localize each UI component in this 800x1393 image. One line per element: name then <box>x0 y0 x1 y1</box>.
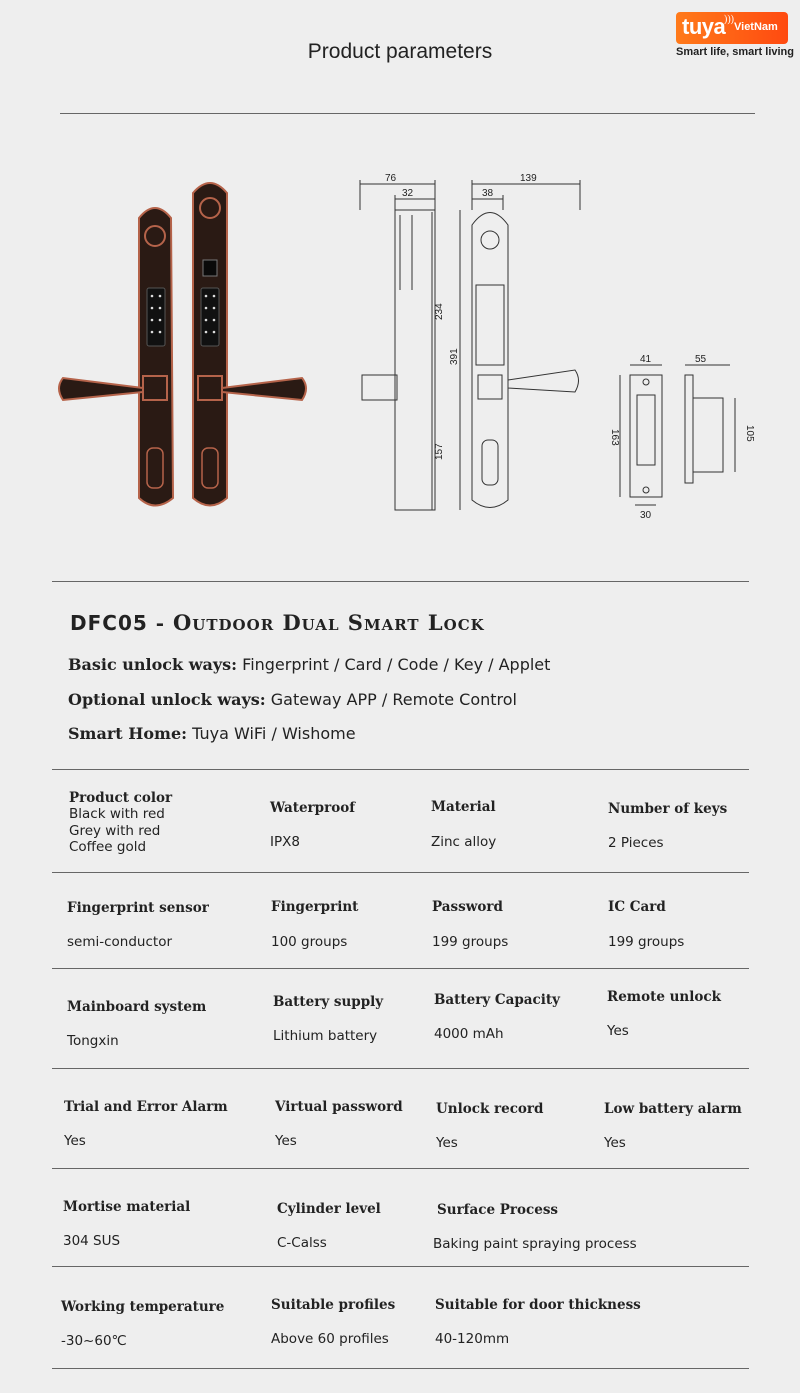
spec-value-mortise: 304 SUS <box>63 1233 121 1249</box>
spec-value-waterproof: IPX8 <box>270 834 300 850</box>
dim-side-total: 76 <box>385 173 397 184</box>
spec-value-cylinder: C-Calss <box>277 1235 327 1251</box>
brand-sub: VietNam <box>734 21 778 33</box>
product-headline <box>70 610 485 635</box>
spec-value-profiles: Above 60 profiles <box>271 1331 389 1347</box>
spec-label-trial-alarm: Trial and Error Alarm <box>64 1099 228 1115</box>
spec-label-remote: Remote unlock <box>607 989 721 1005</box>
optional-unlock-label: Optional unlock ways: <box>68 690 266 709</box>
dim-side-body: 32 <box>402 188 414 199</box>
spec-label-iccard: IC Card <box>608 899 666 915</box>
product-code: DFC05 <box>70 611 148 635</box>
smart-home-value: Tuya WiFi / Wishome <box>187 724 356 743</box>
optional-unlock-row <box>68 690 517 710</box>
product-name: Outdoor Dual Smart Lock <box>173 610 485 635</box>
dim-mortise-height: 163 <box>609 429 620 446</box>
dim-mortise-width: 41 <box>640 354 652 365</box>
spec-label-fp-sensor: Fingerprint sensor <box>67 900 209 916</box>
spec-value-door-thickness: 40-120mm <box>435 1331 510 1347</box>
brand-name: tuya <box>682 14 726 39</box>
spec-label-surface: Surface Process <box>437 1202 559 1218</box>
dim-front-total: 139 <box>520 173 537 184</box>
smart-home-row <box>68 724 356 744</box>
product-color-1: Black with red <box>69 806 165 822</box>
wifi-icon: ))) <box>724 14 734 25</box>
spec-label-password: Password <box>432 899 503 915</box>
divider <box>52 1368 749 1369</box>
basic-unlock-row <box>68 655 550 675</box>
product-color-2: Grey with red <box>69 822 161 839</box>
spec-label-keys: Number of keys <box>608 801 728 817</box>
dimension-drawings <box>350 170 770 530</box>
spec-value-mainboard: Tongxin <box>67 1033 119 1049</box>
spec-value-material: Zinc alloy <box>431 834 497 850</box>
basic-unlock-value: Fingerprint / Card / Code / Key / Applet <box>237 655 551 674</box>
spec-value-trial-alarm: Yes <box>64 1133 86 1149</box>
tuya-logo-badge <box>676 12 788 44</box>
dim-side-bottom: 157 <box>434 443 445 460</box>
spec-value-fingerprint: 100 groups <box>271 934 348 950</box>
divider <box>52 1266 749 1267</box>
spec-label-product-color: Product color <box>69 790 173 806</box>
spec-label-profiles: Suitable profiles <box>271 1297 396 1313</box>
divider <box>52 769 749 770</box>
spec-label-battery-supply: Battery supply <box>273 994 384 1010</box>
dim-case-width: 55 <box>695 354 707 365</box>
spec-value-low-battery: Yes <box>604 1135 626 1151</box>
spec-label-fingerprint: Fingerprint <box>271 899 359 915</box>
spec-label-battery-capacity: Battery Capacity <box>434 992 560 1008</box>
spec-label-waterproof: Waterproof <box>270 800 356 816</box>
spec-label-cylinder: Cylinder level <box>277 1201 381 1217</box>
divider <box>52 1168 749 1169</box>
spec-label-low-battery: Low battery alarm <box>604 1101 742 1117</box>
spec-value-keys: 2 Pieces <box>608 835 664 851</box>
smart-home-label: Smart Home: <box>68 724 188 743</box>
optional-unlock-value: Gateway APP / Remote Control <box>265 690 517 709</box>
headline-separator: - <box>147 611 174 635</box>
brand-slogan: Smart life, smart living <box>676 46 794 58</box>
spec-value-battery-supply: Lithium battery <box>273 1028 378 1044</box>
spec-value-virtual-password: Yes <box>275 1133 297 1149</box>
spec-label-mortise: Mortise material <box>63 1199 191 1215</box>
dim-front-body: 38 <box>482 188 494 199</box>
spec-label-door-thickness: Suitable for door thickness <box>435 1297 641 1313</box>
spec-label-mainboard: Mainboard system <box>67 999 207 1015</box>
basic-unlock-label: Basic unlock ways: <box>68 655 238 674</box>
mortise-drawing <box>620 365 735 505</box>
dim-front-height: 391 <box>449 348 460 365</box>
front-view-drawing <box>460 180 580 510</box>
divider <box>52 1068 749 1069</box>
lock-left <box>59 208 173 506</box>
brand-logo <box>676 12 794 58</box>
spec-value-temperature: -30~60℃ <box>61 1333 127 1349</box>
spec-value-fp-sensor: semi-conductor <box>67 934 173 950</box>
product-color-3: Coffee gold <box>69 839 147 855</box>
spec-value-product-color <box>69 806 165 856</box>
spec-value-unlock-record: Yes <box>436 1135 458 1151</box>
dim-side-top: 234 <box>434 303 445 320</box>
spec-value-surface: Baking paint spraying process <box>433 1236 637 1252</box>
spec-value-remote: Yes <box>607 1023 629 1039</box>
spec-label-material: Material <box>431 799 496 815</box>
side-view-drawing <box>360 180 435 510</box>
dim-mortise-bottom: 30 <box>640 510 652 521</box>
divider <box>52 968 749 969</box>
spec-value-iccard: 199 groups <box>608 934 685 950</box>
lock-product-image <box>55 178 315 518</box>
divider <box>52 581 749 582</box>
divider <box>52 872 749 873</box>
spec-label-unlock-record: Unlock record <box>436 1101 544 1117</box>
divider <box>60 113 755 114</box>
spec-value-battery-capacity: 4000 mAh <box>434 1026 504 1042</box>
spec-label-temperature: Working temperature <box>61 1299 225 1315</box>
dim-case-height: 105 <box>744 425 755 442</box>
spec-value-password: 199 groups <box>432 934 509 950</box>
lock-right <box>193 183 306 506</box>
page-title: Product parameters <box>307 40 493 63</box>
spec-label-virtual-password: Virtual password <box>275 1099 403 1115</box>
